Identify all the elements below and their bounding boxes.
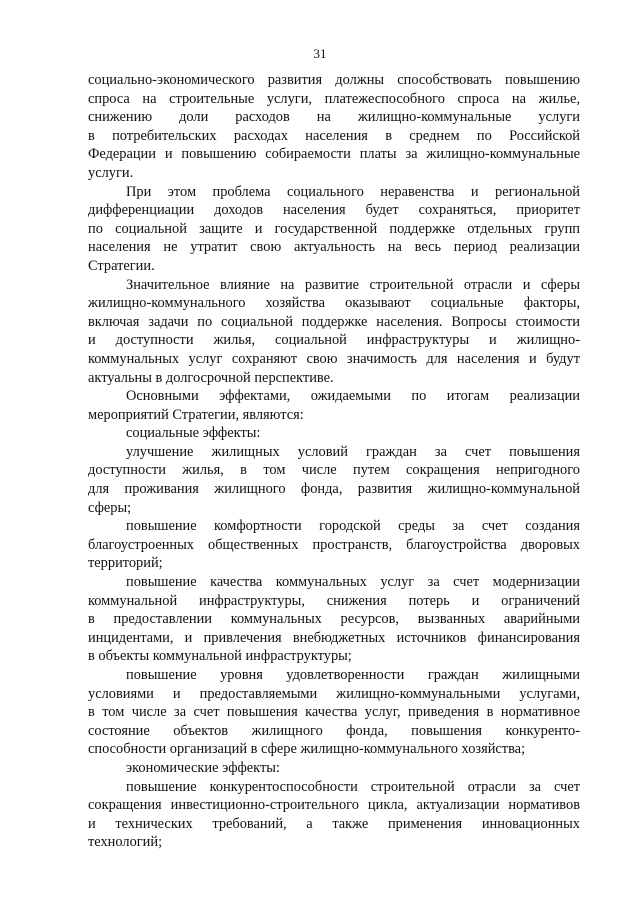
- text-line: Федерации и повышению собираемости платы за жилищно-коммунальные: [88, 146, 580, 163]
- text-line: населения не утратит свою актуальность на весь период реализации: [88, 239, 580, 256]
- text-line: услуги.: [88, 164, 134, 181]
- text-line: технологий;: [88, 834, 163, 851]
- text-line: повышение уровня удовлетворенности граждан жилищными: [126, 667, 580, 683]
- text-line: условиями и предоставляемыми жилищно-коммунальными услугами,: [88, 685, 580, 702]
- text-line: Стратегии.: [88, 257, 155, 274]
- text-line: экономические эффекты:: [126, 759, 280, 776]
- text-line: в объекты коммунальной инфраструктуры;: [88, 648, 352, 665]
- text-line: коммунальной инфраструктуры, снижения потерь и ограничений: [88, 592, 580, 609]
- text-line: сокращения инвестиционно-строительного цикла, актуализации нормативов: [88, 797, 580, 814]
- text-line: в предоставлении коммунальных ресурсов, вызванных аварийными: [88, 611, 580, 628]
- text-line: по социальной защите и государственной поддержке отдельных групп: [88, 220, 580, 237]
- text-line: и доступности жилья, социальной инфраструктуры и жилищно-: [88, 332, 580, 349]
- text-line: состояние объектов жилищного фонда, повышения конкуренто-: [88, 722, 580, 739]
- text-line: включая задачи по социальной поддержке населения. Вопросы стоимости: [88, 313, 580, 330]
- text-line: доступности жилья, в том числе путем сокращения непригодного: [88, 462, 580, 479]
- text-line: способности организаций в сфере жилищно-коммунального хозяйства;: [88, 741, 526, 758]
- text-line: повышение качества коммунальных услуг за счет модернизации: [126, 574, 580, 591]
- text-line: Основными эффектами, ожидаемыми по итогам реализации: [126, 388, 580, 405]
- text-line: улучшение жилищных условий граждан за счет повышения: [126, 443, 580, 460]
- text-line: мероприятий Стратегии, являются:: [88, 406, 304, 423]
- text-line: благоустроенных общественных пространств, благоустройства дворовых: [88, 536, 580, 553]
- text-line: снижению доли расходов на жилищно-коммунальные услуги: [88, 109, 580, 126]
- text-line: жилищно-коммунального хозяйства оказывают социальные факторы,: [88, 295, 580, 312]
- text-line: актуальны в долгосрочной перспективе.: [88, 369, 334, 386]
- text-line: Значительное влияние на развитие строительной отрасли и сферы: [126, 276, 580, 293]
- text-line: повышение конкурентоспособности строительной отрасли за счет: [126, 778, 580, 795]
- text-line: территорий;: [88, 555, 163, 572]
- document-body: [88, 71, 580, 852]
- text-line: социальные эффекты:: [126, 425, 261, 442]
- text-line: и технических требований, а также применения инновационных: [88, 815, 580, 832]
- page-number: 31: [313, 46, 327, 61]
- text-line: При этом проблема социального неравенства и региональной: [126, 183, 580, 200]
- text-line: дифференциации доходов населения будет сохраняться, приоритет: [88, 202, 580, 219]
- text-line: повышение комфортности городской среды за счет создания: [126, 518, 580, 535]
- text-line: коммунальных услуг сохраняют свою значимость для населения и будут: [88, 350, 580, 367]
- text-line: социально-экономического развития должны способствовать повышению: [88, 72, 580, 88]
- text-line: спроса на строительные услуги, платежеспособного спроса на жилье,: [88, 90, 580, 107]
- text-line: инцидентами, и привлечения внебюджетных источников финансирования: [88, 629, 580, 646]
- text-line: для проживания жилищного фонда, развития жилищно-коммунальной: [88, 481, 580, 498]
- text-line: сферы;: [88, 499, 132, 516]
- text-line: в том числе за счет повышения качества услуг, приведения в нормативное: [88, 704, 580, 721]
- text-line: в потребительских расходах населения в среднем по Российской: [88, 127, 580, 144]
